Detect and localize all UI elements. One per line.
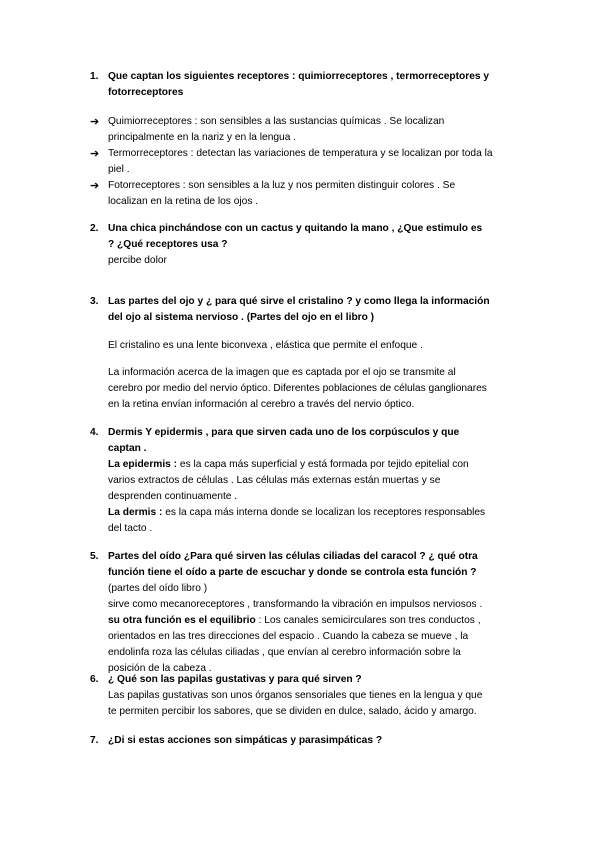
- q6-title: ¿ Qué son las papilas gustativas y para qué sirven ?: [108, 674, 362, 685]
- q6-answer: Las papilas gustativas son unos órganos sensoriales que tienes en la lengua y que te permiten percibir los sabores, que se dividen en dulce, salado, ácido y amargo.: [108, 690, 483, 717]
- q3-answer-cristalino: El cristalino es una lente biconvexa , elástica que permite el enfoque .: [108, 340, 423, 351]
- q3-answer-informacion: La información acerca de la imagen que es captada por el ojo se transmite al cerebro por medio del nervio óptico. Diferentes poblaciones de células ganglionares en la retina envían información al cerebro a través del nervio óptico.: [108, 367, 487, 410]
- q4-title: Dermis Y epidermis , para que sirven cada uno de los corpúsculos y que captan .: [108, 427, 460, 454]
- q1-item-quimio: Quimiorreceptores : son sensibles a las sustancias químicas . Se localizan principalmente en la nariz y en la lengua .: [108, 116, 445, 143]
- q1-number: 1.: [90, 71, 99, 82]
- q3-title: Las partes del ojo y ¿ para qué sirve el cristalino ? y como llega la información del ojo al sistema nervioso . (Partes del ojo en el libro ): [108, 296, 490, 323]
- arrow-icon: ➔: [90, 148, 100, 160]
- q7-number: 7.: [90, 735, 99, 746]
- q7-title: ¿Di si estas acciones son simpáticas y parasimpáticas ?: [108, 735, 383, 746]
- q5-answer: (partes del oído libro ) sirve como mecanoreceptores , transformando la vibración en impulsos nerviosos . su otra función es el equilibrio : Los canales semicirculares son tres conductos , orientados en las tres direcciones del espacio . Cuando la cabeza se mueve , la endolinfa roza las células ciliadas , que envían al cerebro información sobre la posición de la cabeza .: [108, 583, 483, 674]
- q4-number: 4.: [90, 427, 99, 438]
- q4-answer-dermis: La dermis : es la capa más interna donde se localizan los receptores responsables del tacto .: [108, 507, 486, 534]
- q1-title: Que captan los siguientes receptores : quimiorreceptores , termorreceptores y fotorreceptores: [108, 71, 490, 98]
- q2-title: Una chica pinchándose con un cactus y quitando la mano , ¿Que estimulo es ? ¿Qué receptores usa ?: [108, 223, 483, 250]
- q1-item-termo: Termorreceptores : detectan las variaciones de temperatura y se localizan por toda la piel .: [108, 148, 493, 175]
- q2-answer: percibe dolor: [108, 255, 167, 266]
- q3-number: 3.: [90, 296, 99, 307]
- q1-item-foto: Fotorreceptores : son sensibles a la luz y nos permiten distinguir colores . Se localizan en la retina de los ojos .: [108, 180, 456, 207]
- q6-number: 6.: [90, 674, 99, 685]
- arrow-icon: ➔: [90, 180, 100, 192]
- arrow-icon: ➔: [90, 116, 100, 128]
- q2-number: 2.: [90, 223, 99, 234]
- q5-number: 5.: [90, 551, 99, 562]
- q5-title: Partes del oído ¿Para qué sirven las células ciliadas del caracol ? ¿ qué otra función tiene el oído a parte de escuchar y donde se controla esta función ?: [108, 551, 478, 578]
- q4-answer-epidermis: La epidermis : es la capa más superficial y está formada por tejido epitelial con varios extractos de células . Las células más externas están muertas y se desprenden continuamente .: [108, 459, 469, 502]
